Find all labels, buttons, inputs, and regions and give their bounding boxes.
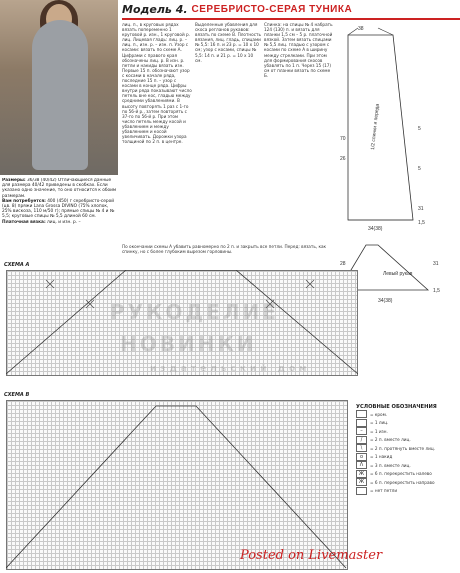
model-photo [0, 0, 118, 175]
need-label: Вам потребуется: [2, 198, 46, 204]
dim-5b: 5 [418, 166, 421, 172]
sizes-text: 36/38 (40/42) [27, 178, 57, 183]
legend-text: = 1 накид [370, 454, 393, 460]
tunic-figure [32, 20, 88, 170]
sleeve-label: Левый рукав [383, 271, 413, 277]
legend-text: = 1 лиц. [370, 420, 389, 426]
dim-28: 28 [340, 261, 346, 267]
dim-31: 31 [418, 206, 424, 212]
dim-31-sleeve: 31 [433, 261, 439, 267]
legend-title: УСЛОВНЫЕ ОБОЗНАЧЕНИЯ [356, 404, 437, 410]
text-column-2: Выделенные убавления для скоса регланов рукавов: вязать по схеме В. Плотность вязания, лиц. гладь, спицами № 5,5: 16 п. и 23 р. = 10 х 10 см; узор с косами, спицы № 5,5: 14 п. и 21 р. = 10 х 10 см. [195, 22, 261, 63]
legend-text: = 1 изн. [370, 428, 388, 434]
model-number: Модель 4. [122, 2, 188, 16]
legend-symbol: Ж [356, 478, 367, 486]
legend-symbol: \ [356, 444, 367, 452]
legend-item [356, 470, 458, 479]
legend-text: = кром. [370, 411, 388, 417]
text-column-3: Спинка: на спицы № 4 набрать 124 (130) п. и вязать для планки 1,5 см – 5 р. платочной вязкой. Затем вязать спицами № 5,5 лиц. гладью с узором с косами по схеме А в ширину между стрелками. При этом для формирования скосов убавлять по 1 п. Через 15 (17) см от планки вязать по схеме Б. [264, 22, 333, 78]
legend-symbol [356, 410, 367, 418]
legend-symbol: / [356, 436, 367, 444]
legend-text: = 6 п. перекрестить налево [370, 471, 432, 477]
legend-item [356, 444, 458, 453]
legend-text: = 2 п. протянуть вместе лиц. [370, 445, 436, 451]
dim-sleeve-1-5: 1,5 [433, 288, 440, 294]
back-front-label: 1/2 спинки и переда [370, 103, 381, 151]
watermark-line-3: издательский дом [150, 364, 311, 374]
schema-a-label: СХЕМА А [4, 262, 30, 268]
legend-text: = 3 п. вместе лиц. [370, 462, 411, 468]
legend-text: = 6 п. перекрестить направо [370, 479, 435, 485]
knit-text: лиц. и изн. р. – [47, 219, 81, 225]
dim-70: 70 [340, 136, 346, 142]
garment-schematic [338, 20, 458, 310]
legend-symbol: o [356, 453, 367, 461]
knit-label: Платочная вязка: [2, 219, 46, 225]
legend-item [356, 427, 458, 436]
sizes-note: Отличающиеся данные для размера 40/42 приведены в скобках. Если указано одно значение, то оно относится к обоим размерам. [2, 178, 117, 199]
legend-symbol [356, 419, 367, 427]
dim-5a: 5 [418, 126, 421, 132]
dim-sleeve-width: 34(38) [378, 298, 393, 304]
watermark-line-2: НОВИНКИ [120, 332, 257, 356]
legend-item [356, 419, 458, 428]
legend-panel [356, 404, 458, 554]
legend-text: = нет петли [370, 488, 398, 494]
back-front-shape [348, 28, 413, 220]
legend-item [356, 410, 458, 419]
legend-item [356, 487, 458, 496]
sleeve-shape [348, 245, 428, 290]
legend-text: = 2 п. вместе лиц. [370, 437, 411, 443]
sizes-label: Размеры: [2, 178, 26, 183]
legend-symbol: Ж [356, 470, 367, 478]
schema-b-label: СХЕМА В [4, 392, 30, 398]
legend-item [356, 453, 458, 462]
legend-symbol: Λ [356, 461, 367, 469]
need-text: 400 (450) г серебристо-серой (цв. 8) пряжи Lana Grossa DIVINO (75% хлопок, 25% вискоза, 110 м/50 г); прямые спицы № 4 и № 5,5; круговые спицы № 5,5 длиной 60 см. [2, 198, 115, 220]
page-title: СЕРЕБРИСТО-СЕРАЯ ТУНИКА [191, 3, 353, 15]
legend-item [356, 436, 458, 445]
watermark-line-1: РУКОДЕЛИЕ [110, 300, 279, 324]
dim-34-38: 34(38) [368, 226, 383, 232]
legend-item [356, 478, 458, 487]
legend-item [356, 461, 458, 470]
title-bar [122, 0, 460, 20]
schema-b-overlay [6, 400, 348, 570]
legend-symbol [356, 487, 367, 495]
dim-1-5: 1,5 [418, 220, 425, 226]
dim-38: 38 [358, 26, 364, 32]
text-column-4: По окончании схемы A убавить равномерно по 2 п. и закрыть все петли. Перед: вязать, как спинку, но с более глубоким вырезом горловины. [122, 244, 327, 255]
footer-watermark: Posted on Livemaster [240, 548, 383, 563]
dim-26: 26 [340, 156, 346, 162]
legend-symbol: – [356, 427, 367, 435]
text-column-1: лиц. п., в круговых рядах вязать попеременно 1 круговой р. изн., 1 круговой р. лиц. Лицевая гладь: лиц. р. – лиц. п., изн. р. – изн. п. Узор с косами: вязать по схеме А. Цифрами с правого края обозначены лиц. р. В изн. р. петли и накиды вязать изн. Первые 15 п. обозначают узор с косами в начале ряда, последние 15 п. – узор с косами в конце ряда. Цифры внутри ряда показывают число петель вне кос, гладью между средними убавлениями. В высоту повторять 1 раз с 1-го по 56-й р., затем повторять с 37-го по 56-й р. При этом число петель между косой и убавлением и между убавлением и косой увеличивать. Дорожки узора толщиной по 2 п. в центре. [122, 22, 192, 145]
